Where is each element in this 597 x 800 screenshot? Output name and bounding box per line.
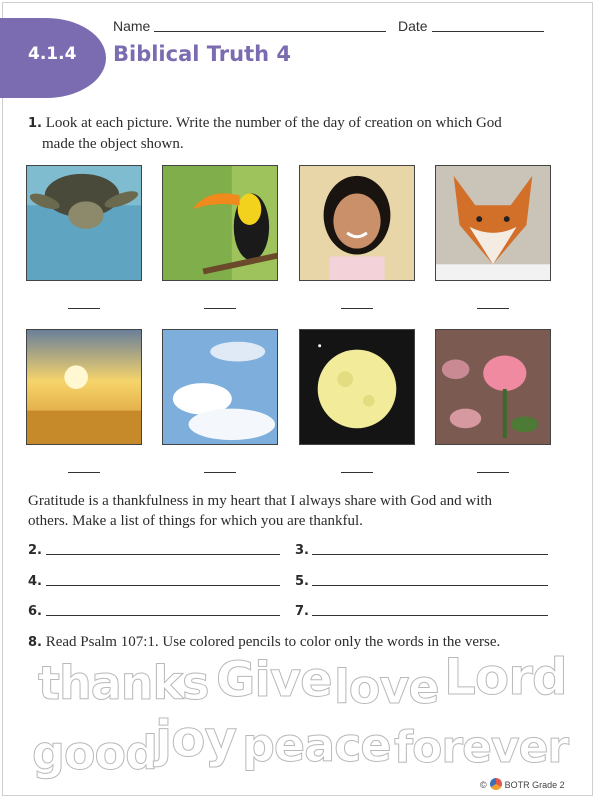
question-8-text [28, 632, 500, 653]
answer-line-3[interactable] [341, 308, 373, 309]
word-lord[interactable]: Lord [444, 648, 567, 706]
footer [480, 778, 565, 790]
answer-line-6[interactable] [204, 472, 236, 473]
list-line-5[interactable] [312, 585, 548, 586]
list-line-6[interactable] [46, 615, 280, 616]
sky-clouds-picture [162, 329, 278, 445]
word-peace[interactable]: peace [242, 718, 391, 772]
list-number-4: 4. [28, 574, 42, 589]
name-field[interactable] [154, 31, 386, 32]
word-forever[interactable]: forever [394, 722, 569, 773]
list-number-5: 5. [295, 574, 309, 589]
list-line-4[interactable] [46, 585, 280, 586]
list-line-2[interactable] [46, 554, 280, 555]
answer-line-7[interactable] [341, 472, 373, 473]
gratitude-line1: Gratitude is a thankfulness in my heart that I always share with God and with [28, 493, 493, 509]
fox-picture [435, 165, 551, 281]
word-good[interactable]: good [32, 726, 158, 780]
list-line-3[interactable] [312, 554, 548, 555]
girl-picture [299, 165, 415, 281]
answer-line-1[interactable] [68, 308, 100, 309]
answer-line-8[interactable] [477, 472, 509, 473]
sunrise-picture [26, 329, 142, 445]
date-field[interactable] [432, 31, 544, 32]
word-give[interactable]: Give [216, 652, 332, 708]
toucan-picture [162, 165, 278, 281]
answer-line-4[interactable] [477, 308, 509, 309]
answer-line-2[interactable] [204, 308, 236, 309]
copyright-symbol: © [480, 780, 487, 790]
rose-picture [435, 329, 551, 445]
question-8-number: 8. [28, 635, 42, 650]
list-number-2: 2. [28, 543, 42, 558]
answer-line-5[interactable] [68, 472, 100, 473]
publisher-text: BOTR Grade 2 [504, 780, 565, 790]
question-1-line1: Look at each picture. Write the number of the day of creation on which God [45, 115, 502, 131]
question-1-line2: made the object shown. [42, 136, 184, 152]
gratitude-line2: others. Make a list of things for which you are thankful. [28, 513, 363, 529]
question-8-body: Read Psalm 107:1. Use colored pencils to color only the words in the verse. [45, 634, 501, 650]
word-joy[interactable]: joy [155, 710, 237, 768]
list-number-6: 6. [28, 604, 42, 619]
lesson-number: 4.1.4 [28, 44, 77, 64]
list-line-7[interactable] [312, 615, 548, 616]
publisher-logo-icon [490, 778, 502, 790]
date-label: Date [398, 18, 428, 34]
list-number-3: 3. [295, 543, 309, 558]
page-title: Biblical Truth 4 [113, 42, 291, 66]
name-label: Name [113, 18, 151, 34]
gratitude-text [28, 491, 492, 531]
word-thanks[interactable]: thanks [38, 656, 209, 710]
sea-turtle-picture [26, 165, 142, 281]
question-1-text [28, 113, 502, 154]
word-love[interactable]: love [334, 660, 439, 714]
moon-picture [299, 329, 415, 445]
question-1-number: 1. [28, 116, 42, 131]
list-number-7: 7. [295, 604, 309, 619]
